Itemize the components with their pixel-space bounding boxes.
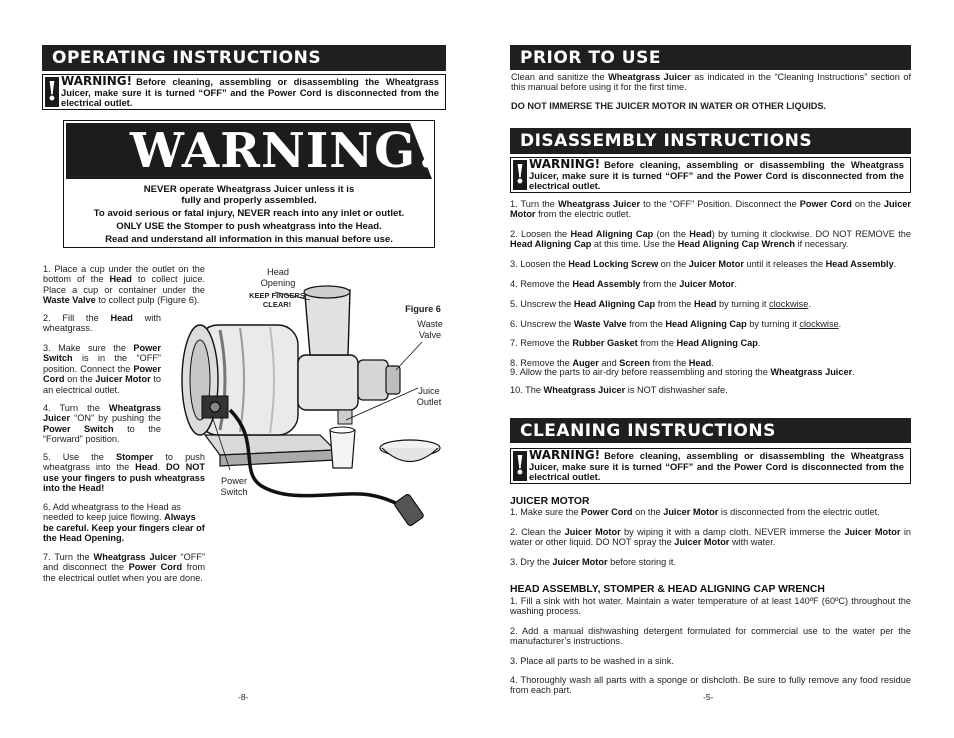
big-warning-title-band	[66, 123, 439, 179]
big-warning-line-5: Read and understand all information in this manual before use.	[105, 234, 393, 245]
disassembly-step-10: 10. The Wheatgrass Juicer is NOT dishwasher safe.	[510, 385, 728, 395]
operating-step-6: 6. Add wheatgrass to the Head as needed to keep juice flowing. Always be careful. Keep your fingers clear of the Head Opening.	[43, 502, 205, 544]
prior-to-use-header: PRIOR TO USE	[510, 45, 911, 70]
head-assembly-subheading: HEAD ASSEMBLY, STOMPER & HEAD ALIGNING CAP WRENCH	[510, 584, 825, 595]
cleaning-head-step-4: 4. Thoroughly wash all parts with a sponge or dishcloth. Be sure to fully remove any food residue from each part.	[510, 675, 911, 696]
operating-warning-text: WARNING! Before cleaning, assembling or disassembling the Wheatgrass Juicer, make sure it is turned “OFF” and the Power Cord is disconnected from the electrical outlet.	[61, 74, 439, 108]
big-warning-line-1: NEVER operate Wheatgrass Juicer unless it is	[143, 184, 355, 195]
exclamation-icon: !	[514, 451, 526, 481]
disassembly-step-2: 2. Loosen the Head Aligning Cap (on the Head) by turning it clockwise. DO NOT REMOVE the Head Aligning Cap at this time. Use the Head Aligning Cap Wrench if necessary.	[510, 229, 912, 250]
disassembly-step-1: 1. Turn the Wheatgrass Juicer to the “OFF” Position. Disconnect the Power Cord on the Juicer Motor from the electric outlet.	[510, 199, 911, 220]
disassembly-warning-box	[510, 157, 911, 193]
prior-to-use-immerse-notice: DO NOT IMMERSE THE JUICER MOTOR IN WATER OR OTHER LIQUIDS.	[511, 101, 827, 111]
cleaning-head-step-3: 3. Place all parts to be washed in a sink.	[510, 656, 674, 666]
disassembly-warning-text: WARNING! Before cleaning, assembling or disassembling the Wheatgrass Juicer, make sure it is turned “OFF” and the Power Cord is disconnected from the electrical outlet.	[529, 157, 904, 191]
label-juice-outlet: Juice Outlet	[416, 386, 442, 407]
disassembly-step-3: 3. Loosen the Head Locking Screw on the Juicer Motor until it releases the Head Assembly.	[510, 259, 897, 269]
figure-caption: Figure 6	[405, 304, 441, 314]
cleaning-warning-text: WARNING! Before cleaning, assembling or disassembling the Wheatgrass Juicer, make sure it is turned “OFF” and the Power Cord is disconnected from the electrical outlet.	[529, 448, 904, 482]
cleaning-motor-step-1: 1. Make sure the Power Cord on the Juicer Motor is disconnected from the electric outlet.	[510, 507, 880, 517]
disassembly-step-8: 8. Remove the Auger and Screen from the Head.	[510, 358, 714, 368]
label-waste-valve: Waste Valve	[417, 319, 443, 340]
cleaning-motor-step-2: 2. Clean the Juicer Motor by wiping it with a damp cloth. NEVER immerse the Juicer Motor in water or other liquid. DO NOT spray the Juicer Motor with water.	[510, 527, 911, 548]
label-keep-fingers-clear: KEEP FINGERS CLEAR!	[249, 291, 305, 309]
disassembly-step-7: 7. Remove the Rubber Gasket from the Head Aligning Cap.	[510, 338, 761, 348]
juicer-motor-subheading: JUICER MOTOR	[510, 496, 590, 507]
cleaning-motor-step-3: 3. Dry the Juicer Motor before storing it.	[510, 557, 676, 567]
label-power-switch: Power Switch	[220, 476, 248, 497]
big-warning-line-4: ONLY USE the Stomper to push wheatgrass into the Head.	[116, 221, 382, 232]
cleaning-head-step-2: 2. Add a manual dishwashing detergent formulated for commercial use to the water per the manufacturer’s instructions.	[510, 626, 911, 647]
operating-step-5: 5. Use the Stomper to push wheatgrass into the Head. DO NOT use your fingers to push wheatgrass into the Head!	[43, 452, 206, 494]
big-warning-panel	[63, 120, 439, 248]
left-page-number: -8-	[238, 692, 249, 702]
operating-warning-box	[42, 74, 446, 110]
big-warning-line-2: fully and properly assembled.	[181, 195, 317, 206]
operating-step-7: 7. Turn the Wheatgrass Juicer “OFF” and disconnect the Power Cord from the electrical outlet when you are done.	[43, 552, 206, 583]
operating-step-2: 2. Fill the Head with wheatgrass.	[43, 313, 161, 334]
big-warning-title: WARNING!	[130, 123, 439, 179]
operating-instructions-header: OPERATING INSTRUCTIONS	[42, 45, 446, 71]
exclamation-icon: !	[46, 77, 58, 107]
exclamation-icon: !	[514, 160, 526, 190]
cleaning-head-step-1: 1. Fill a sink with hot water. Maintain a water temperature of at least 140ºF (60ºC) throughout the washing process.	[510, 596, 911, 617]
disassembly-instructions-header: DISASSEMBLY INSTRUCTIONS	[510, 128, 911, 154]
operating-step-3: 3. Make sure the Power Switch is in the “OFF” position. Connect the Power Cord on the Juicer Motor to an electrical outlet.	[43, 343, 161, 395]
right-page-number: -5-	[703, 692, 714, 702]
disassembly-step-6: 6. Unscrew the Waste Valve from the Head Aligning Cap by turning it clockwise.	[510, 319, 842, 329]
operating-step-4: 4. Turn the Wheatgrass Juicer “ON” by pushing the Power Switch to the “Forward” position.	[43, 403, 161, 445]
label-head-opening: Head Opening	[260, 267, 296, 288]
disassembly-step-4: 4. Remove the Head Assembly from the Juicer Motor.	[510, 279, 737, 289]
disassembly-step-5: 5. Unscrew the Head Aligning Cap from the Head by turning it clockwise.	[510, 299, 811, 309]
disassembly-step-9: 9. Allow the parts to air-dry before reassembling and storing the Wheatgrass Juicer.	[510, 367, 855, 377]
cleaning-warning-box	[510, 448, 911, 484]
operating-step-1: 1. Place a cup under the outlet on the bottom of the Head to collect juice. Place a cup or container under the Waste Valve to collect pulp (Figure 6).	[43, 264, 205, 306]
prior-to-use-paragraph: Clean and sanitize the Wheatgrass Juicer as indicated in the “Cleaning Instructions” section of this manual before using it for the first time.	[511, 72, 912, 93]
cleaning-instructions-header: CLEANING INSTRUCTIONS	[510, 418, 911, 443]
big-warning-line-3: To avoid serious or fatal injury, NEVER reach into any inlet or outlet.	[93, 208, 405, 219]
